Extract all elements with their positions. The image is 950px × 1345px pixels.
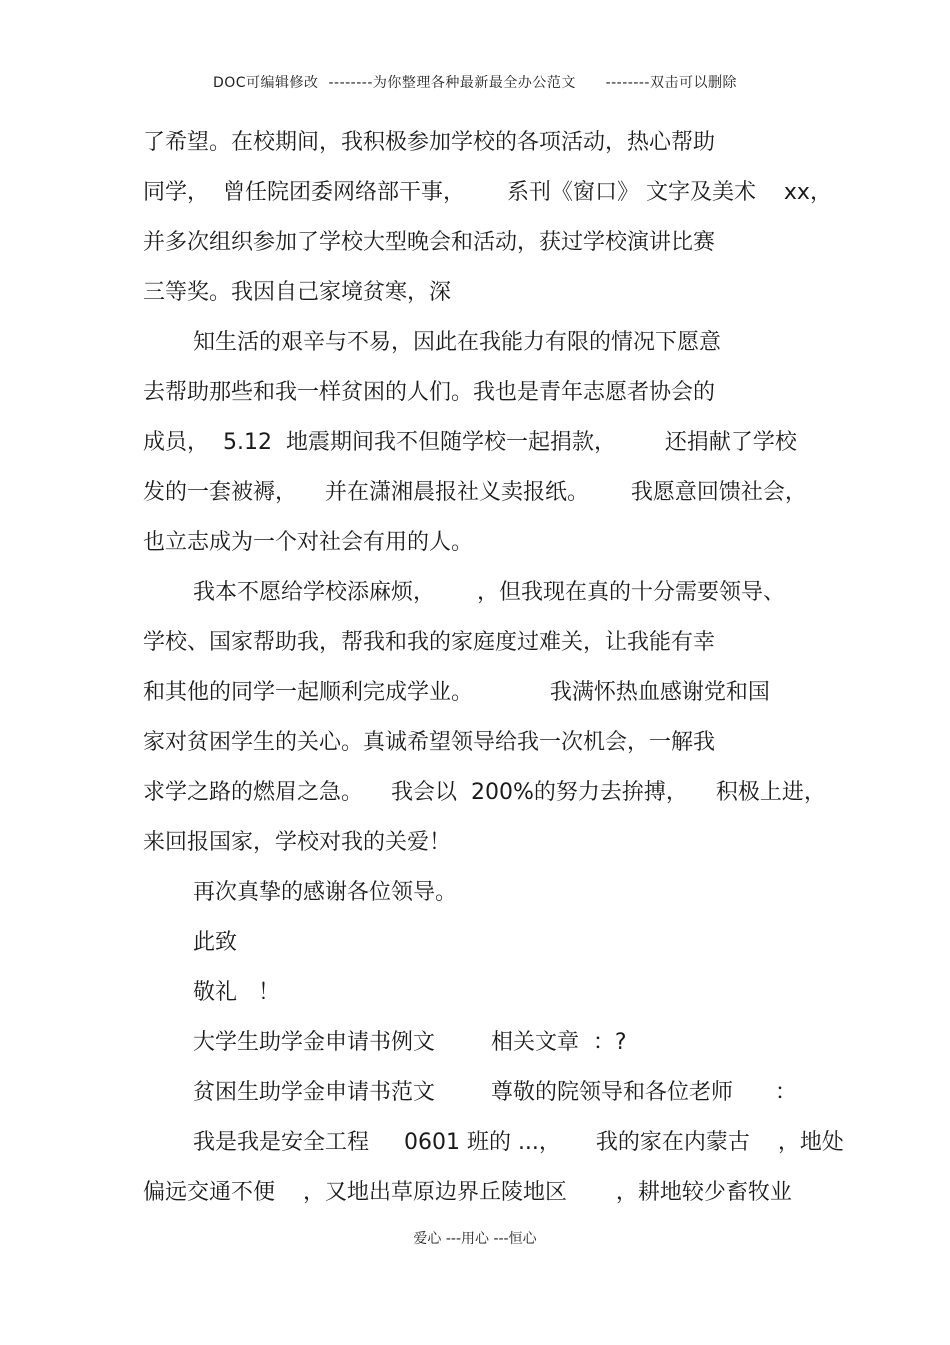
document-body [143,126,844,1226]
text-line: 学校、国家帮助我，帮我和我的家庭度过难关，让我能有幸 [143,630,716,655]
text-line: 知生活的艰辛与不易，因此在我能力有限的情况下愿意 [193,330,722,355]
text-line: 贫困生助学金申请书范文 尊敬的院领导和各位老师 ： [193,1080,797,1105]
text-line: 求学之路的燃眉之急。 我会以 200%的努力去拚搏， 积极上进， [143,780,826,805]
text-line: 同学， 曾任院团委网络部干事， 系刊《窗口》 文字及美术 xx， [143,180,832,205]
text-line: 成员， 5.12 地震期间我不但随学校一起捐款， 还捐献了学校 [143,430,797,455]
text-line: 发的一套被褥， 并在潇湘晨报社义卖报纸。 我愿意回馈社会， [143,480,807,505]
text-line: 我本不愿给学校添麻烦， ，但我现在真的十分需要领导、 [193,580,785,605]
text-line: 和其他的同学一起顺利完成学业。 我满怀热血感谢党和国 [143,680,770,705]
page-header: DOC可编辑修改 --------为你整理各种最新最全办公范文 --------双击可以删除 [212,75,737,91]
text-line: 此致 [193,930,238,955]
text-line: 再次真挚的感谢各位领导。 [193,880,458,905]
text-line: 敬礼 ！ [193,980,280,1005]
text-line: 来回报国家，学校对我的关爱！ [143,830,452,855]
text-line: 三等奖。我因自己家境贫寒，深 [143,280,452,305]
text-line: 家对贫困学生的关心。真诚希望领导给我一次机会，一解我 [143,730,716,755]
text-line: 也立志成为一个对社会有用的人。 [143,530,474,555]
text-line: 我是我是安全工程 0601 班的 ...， 我的家在内蒙古 ，地处 [193,1130,844,1155]
text-line: 去帮助那些和我一样贫困的人们。我也是青年志愿者协会的 [143,380,716,405]
page-footer: 爱心 ---用心 ---恒心 [413,1231,537,1247]
text-line: 大学生助学金申请书例文 相关文章 ：? [193,1030,627,1055]
text-line: 偏远交通不便 ，又地出草原边界丘陵地区 ，耕地较少畜牧业 [143,1180,792,1205]
text-line: 并多次组织参加了学校大型晚会和活动，获过学校演讲比赛 [143,230,716,255]
text-line: 了希望。在校期间，我积极参加学校的各项活动，热心帮助 [143,130,716,155]
